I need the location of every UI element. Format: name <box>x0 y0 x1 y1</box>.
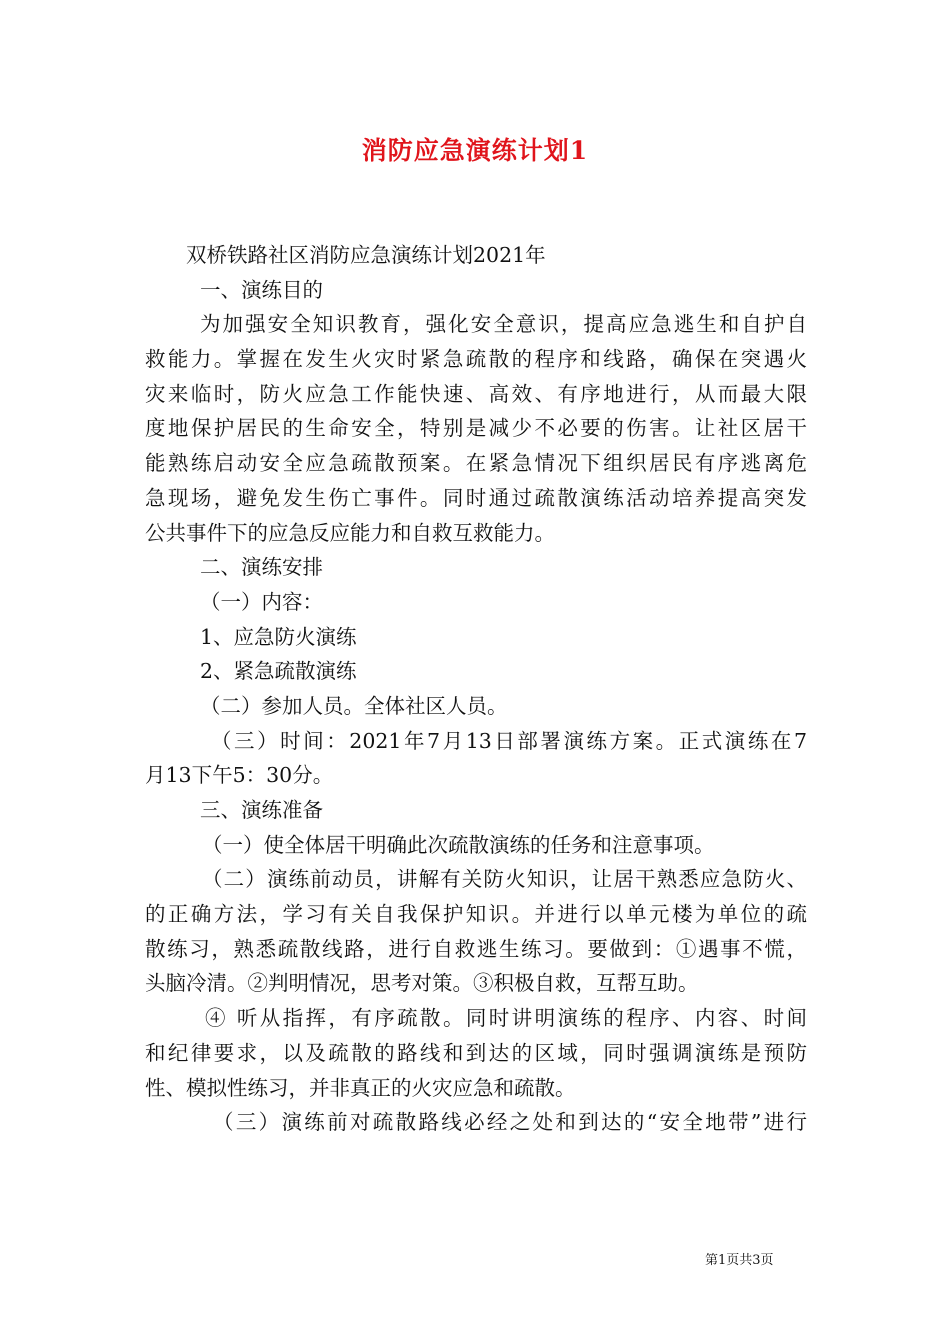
section-heading: 二、演练安排 <box>200 555 323 580</box>
body-line: 和纪律要求，以及疏散的路线和到达的区域，同时强调演练是预防 <box>145 1040 807 1065</box>
body-line: （一）使全体居干明确此次疏散演练的任务和注意事项。 <box>202 832 715 857</box>
body-line: 为加强安全知识教育，强化安全意识，提高应急逃生和自护自 <box>200 312 807 337</box>
body-line: 的正确方法，学习有关自我保护知识。并进行以单元楼为单位的疏 <box>145 902 807 927</box>
sub-heading: （二）参加人员。全体社区人员。 <box>200 693 508 718</box>
list-item: 2、紧急疏散演练 <box>200 659 357 684</box>
list-item: 1、应急防火演练 <box>200 624 357 649</box>
sub-heading: （一）内容： <box>200 589 323 614</box>
body-line: （二）演练前动员，讲解有关防火知识，让居干熟悉应急防火、 <box>202 867 807 892</box>
body-line: （三）演练前对疏散路线必经之处和到达的“安全地带”进行 <box>213 1110 807 1135</box>
body-line: （三）时间：2021年7月13日部署演练方案。正式演练在7 <box>211 728 807 753</box>
body-line: 头脑冷清。②判明情况，思考对策。③积极自救，互帮互助。 <box>145 971 699 996</box>
body-line: 月13下午5：30分。 <box>145 763 334 788</box>
body-line: 救能力。掌握在发生火灾时紧急疏散的程序和线路，确保在突遇火 <box>145 347 807 372</box>
document-body <box>145 238 807 1140</box>
body-line: 急现场，避免发生伤亡事件。同时通过疏散演练活动培养提高突发 <box>145 485 807 510</box>
page-number: 第1页共3页 <box>705 1253 774 1268</box>
body-line: 能熟练启动安全应急疏散预案。在紧急情况下组织居民有序逃离危 <box>145 451 807 476</box>
body-line: 度地保护居民的生命安全，特别是减少不必要的伤害。让社区居干 <box>145 416 807 441</box>
body-line: ④ 听从指挥，有序疏散。同时讲明演练的程序、内容、时间 <box>205 1006 807 1031</box>
body-line: 散练习，熟悉疏散线路，进行自救逃生练习。要做到：①遇事不慌， <box>145 936 807 961</box>
document-title: 消防应急演练计划1 <box>361 136 589 165</box>
body-line: 灾来临时，防火应急工作能快速、高效、有序地进行，从而最大限 <box>145 381 807 406</box>
body-line: 公共事件下的应急反应能力和自救互救能力。 <box>145 520 555 545</box>
body-line: 双桥铁路社区消防应急演练计划2021年 <box>186 243 546 267</box>
section-heading: 一、演练目的 <box>200 277 323 302</box>
body-line: 性、模拟性练习，并非真正的火灾应急和疏散。 <box>145 1075 576 1100</box>
section-heading: 三、演练准备 <box>200 798 323 822</box>
